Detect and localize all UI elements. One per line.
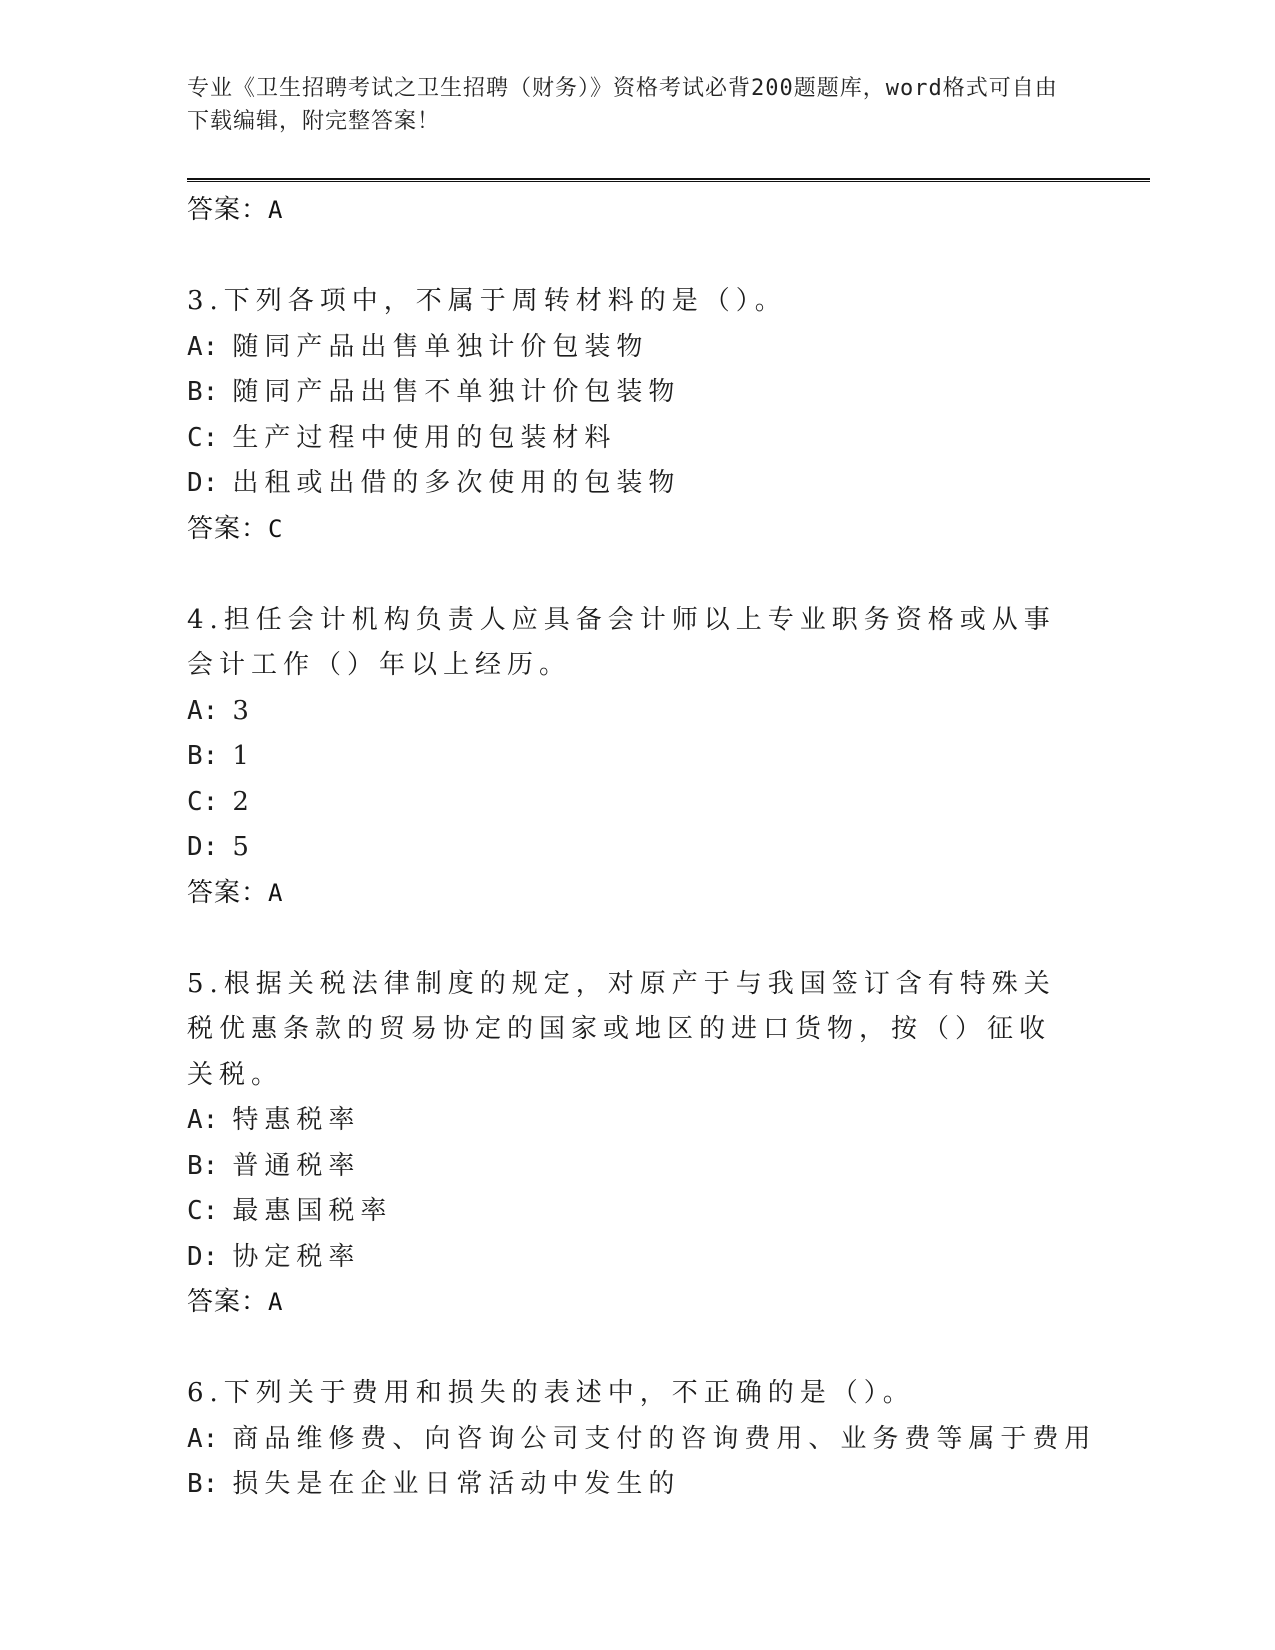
option-label: A: <box>187 331 219 362</box>
spacer <box>187 916 1087 962</box>
answer-line <box>187 188 1087 234</box>
answer-label: 答案： <box>187 1287 269 1317</box>
option-text: 5 <box>232 832 255 862</box>
option-a <box>187 689 1087 735</box>
option-text: 最惠国税率 <box>232 1196 393 1226</box>
option-label: D: <box>187 832 219 862</box>
header-divider <box>187 178 1150 182</box>
option-d <box>187 461 1087 507</box>
option-text: 出租或出借的多次使用的包装物 <box>232 468 681 498</box>
option-text: 2 <box>232 786 255 817</box>
option-text: 生产过程中使用的包装材料 <box>232 422 617 453</box>
option-label: C: <box>187 422 219 453</box>
option-b <box>187 370 1087 416</box>
option-text: 损失是在企业日常活动中发生的 <box>232 1469 681 1499</box>
answer-label: 答案： <box>187 513 269 544</box>
option-a <box>187 1098 1087 1144</box>
option-a <box>187 1417 1097 1463</box>
option-label: B: <box>187 741 219 771</box>
option-text: 商品维修费、向咨询公司支付的咨询费用、业务费等属于费用 <box>232 1423 1097 1454</box>
question-block <box>187 279 1087 552</box>
option-label: A: <box>187 1423 219 1454</box>
spacer <box>187 552 1087 598</box>
option-label: B: <box>187 1469 219 1499</box>
answer-value: A <box>268 196 284 224</box>
header-text: 专业《卫生招聘考试之卫生招聘（财务）》资格考试必背200题题库，word格式可自由下载编辑，附完整答案！ <box>187 76 1058 134</box>
answer-value: A <box>268 1288 284 1316</box>
option-text: 特惠税率 <box>232 1105 361 1135</box>
option-c <box>187 416 1087 462</box>
document-header <box>187 72 1067 138</box>
spacer <box>187 234 1087 280</box>
option-c <box>187 1189 1087 1235</box>
answer-line <box>187 507 1087 553</box>
option-a <box>187 325 1087 371</box>
answer-label: 答案： <box>187 195 269 225</box>
answer-value: C <box>268 514 284 543</box>
option-b <box>187 734 1087 780</box>
option-text: 随同产品出售不单独计价包装物 <box>232 377 681 407</box>
option-label: D: <box>187 468 219 498</box>
option-label: B: <box>187 1150 219 1181</box>
spacer <box>187 1326 1087 1372</box>
question-stem: 5.根据关税法律制度的规定，对原产于与我国签订含有特殊关税优惠条款的贸易协定的国家或地区的进口货物，按（）征收关税。 <box>187 968 1056 1090</box>
option-text: 1 <box>232 741 255 771</box>
option-text: 普通税率 <box>232 1150 361 1181</box>
option-d <box>187 1235 1087 1281</box>
option-label: B: <box>187 377 219 407</box>
question-block <box>187 598 1087 917</box>
question-block <box>187 1371 1097 1508</box>
option-label: A: <box>187 695 219 726</box>
answer-value: A <box>268 878 284 907</box>
answer-line <box>187 1280 1087 1326</box>
option-d <box>187 825 1087 871</box>
option-label: C: <box>187 786 219 817</box>
option-label: C: <box>187 1196 219 1226</box>
question-list <box>187 188 1097 1508</box>
option-b <box>187 1144 1087 1190</box>
option-label: D: <box>187 1241 219 1272</box>
option-text: 协定税率 <box>232 1241 361 1272</box>
question-stem: 3.下列各项中，不属于周转材料的是（）。 <box>187 286 787 316</box>
answer-line <box>187 871 1087 917</box>
option-b <box>187 1462 1087 1508</box>
option-text: 3 <box>232 695 255 726</box>
question-stem: 4.担任会计机构负责人应具备会计师以上专业职务资格或从事会计工作（）年以上经历。 <box>187 604 1056 680</box>
answer-label: 答案： <box>187 877 269 908</box>
option-label: A: <box>187 1105 219 1135</box>
option-text: 随同产品出售单独计价包装物 <box>232 331 649 362</box>
option-c <box>187 780 1087 826</box>
question-block <box>187 962 1087 1326</box>
question-stem: 6.下列关于费用和损失的表述中，不正确的是（）。 <box>187 1378 915 1408</box>
